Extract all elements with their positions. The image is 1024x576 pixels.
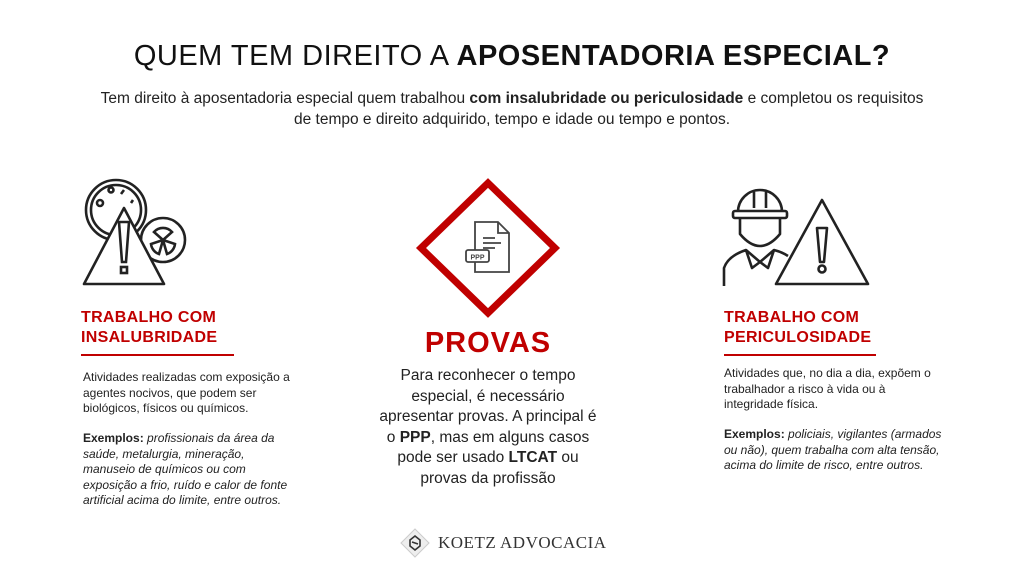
worker-hazard-icon [722,178,872,290]
page-subtitle [100,88,924,130]
periculosity-examples [724,427,949,474]
text: Para reconhecer o tempo especial, é necessário apresentar provas. A principal é o [379,367,597,446]
logo-text: KOETZ ADVOCACIA [438,533,607,552]
subtitle-bold: com insalubridade ou periculosidade [469,90,744,107]
provas-title: PROVAS [424,327,552,359]
periculosity-title [724,308,871,348]
insalubrity-description: Atividades realizadas com exposição a agentes nocivos, que podem ser biológicos, físicos ou químicos. [83,370,290,415]
ppp-document-diamond-icon [415,178,561,318]
divider [724,354,876,356]
examples-text: policiais, vigilantes (armados ou não), quem trabalha com alta tensão, acima do limite de risco, entre outros. [724,427,942,472]
title-line: PERICULOSIDADE [724,329,872,346]
text: ou provas da profissão [420,449,579,487]
ppp-bold: PPP [399,428,431,446]
examples-label: Exemplos: [724,427,785,441]
ppp-label: PPP [470,254,485,262]
subtitle-post: e completou os requisitos de tempo e direito adquirido, tempo e idade ou tempo e pontos. [293,90,924,128]
divider [81,354,234,356]
title-line: TRABALHO COM [81,309,217,326]
hazard-insalubrity-icon [78,178,190,290]
title-bold: APOSENTADORIA ESPECIAL? [456,40,891,72]
title-line: TRABALHO COM [724,309,860,326]
insalubrity-title [81,308,217,348]
ltcat-bold: LTCAT [508,449,558,466]
page-title [0,40,1024,73]
provas-text [378,366,598,489]
koetz-logo [400,528,607,558]
subtitle-pre: Tem direito à aposentadoria especial quem trabalhou [100,90,470,107]
title-line: INSALUBRIDADE [81,329,218,346]
text: , mas em alguns casos pode ser usado [397,428,590,466]
examples-text: profissionais da área da saúde, metalurgia, mineração, manuseio de químicos ou com exposição a frio, ruído e calor de fonte artificial acima do limite, entre outros. [83,431,288,507]
periculosity-description: Atividades que, no dia a dia, expõem o trabalhador a risco à vida ou à integridade física. [724,366,931,411]
title-regular: QUEM TEM DIREITO A [133,40,457,72]
examples-label: Exemplos: [83,431,144,445]
logo-diamond-icon [400,528,430,558]
insalubrity-examples [83,431,298,509]
